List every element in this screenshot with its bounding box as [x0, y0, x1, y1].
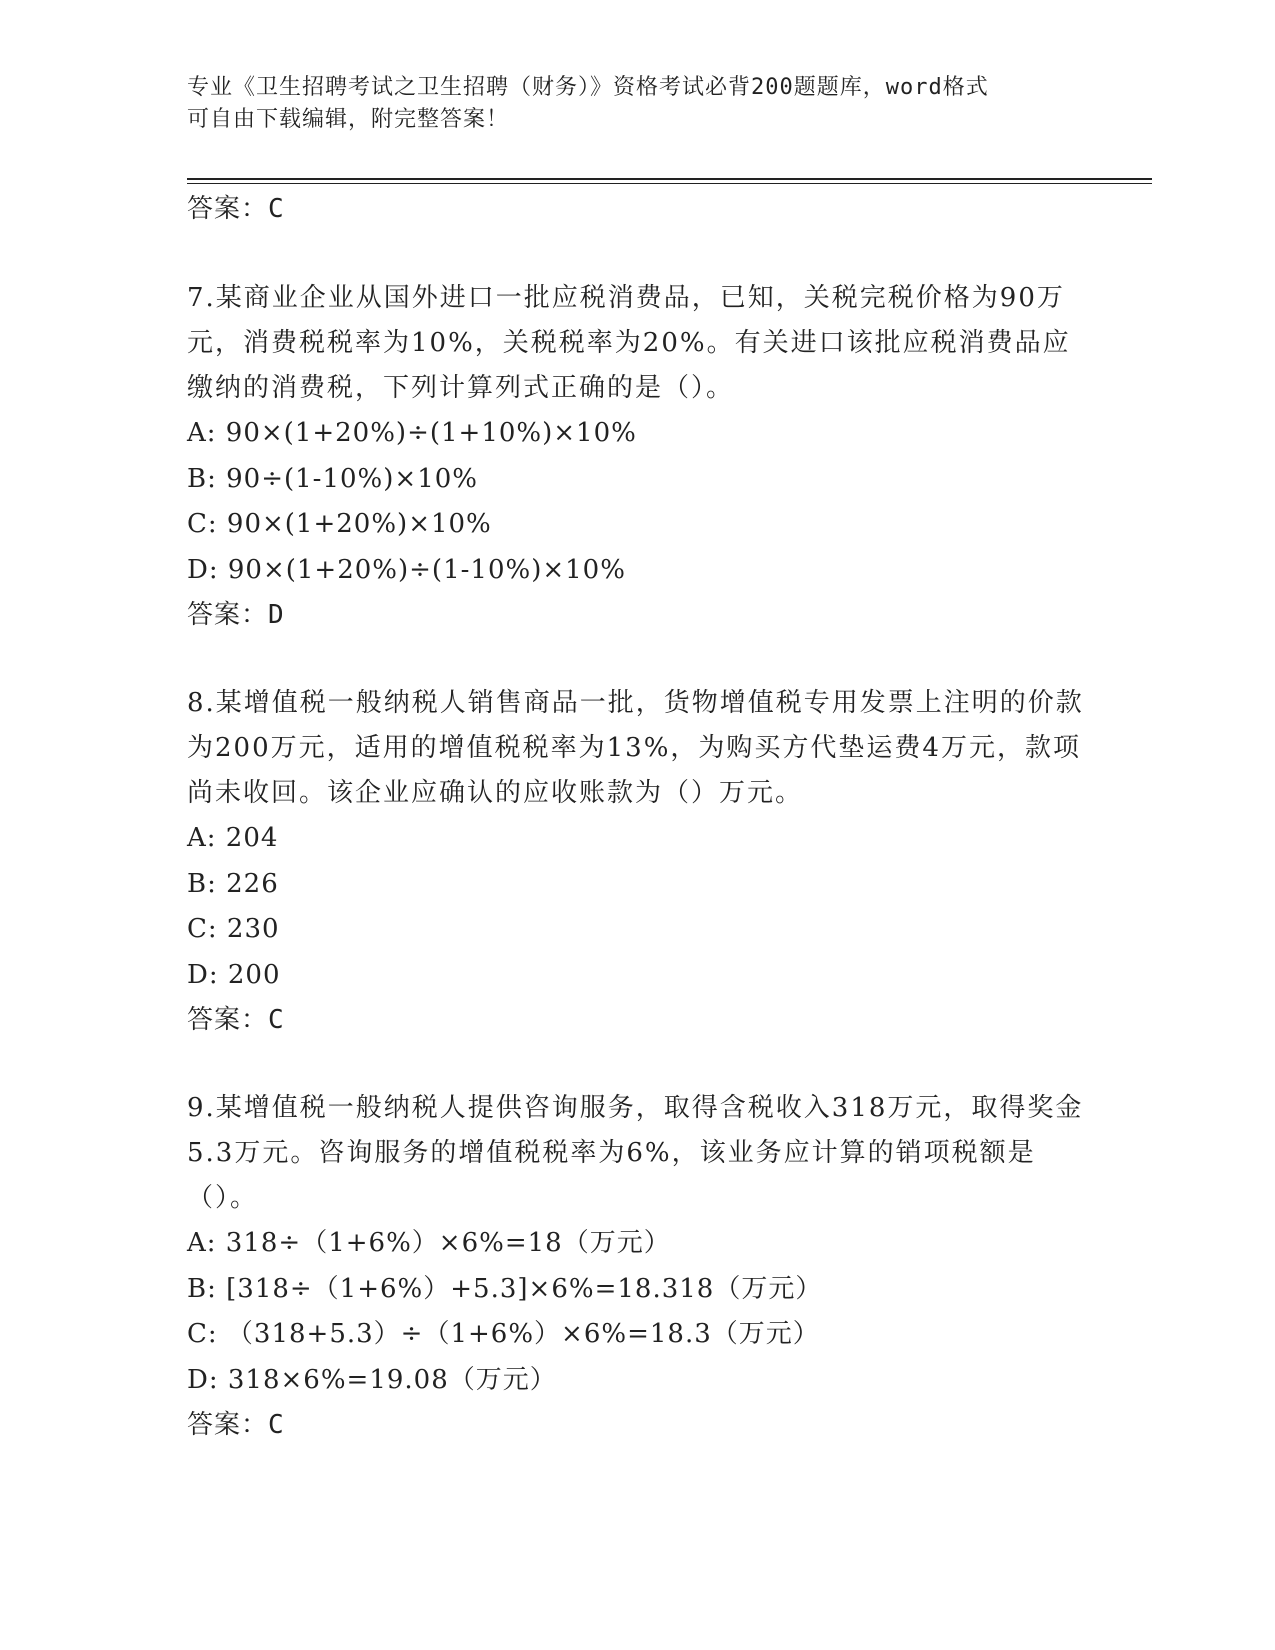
header-line-1: 专业《卫生招聘考试之卫生招聘（财务）》资格考试必背200题题库，word格式 — [187, 75, 989, 100]
option-b: B: 90÷(1-10%)×10% — [187, 463, 478, 494]
option-c: C: （318+5.3）÷（1+6%）×6%=18.3（万元） — [187, 1319, 820, 1349]
option-d: D: 90×(1+20%)÷(1-10%)×10% — [187, 554, 626, 585]
document-header — [187, 72, 1067, 136]
header-line-2: 可自由下载编辑，附完整答案！ — [187, 107, 510, 132]
question-stem: 8.某增值税一般纳税人销售商品一批，货物增值税专用发票上注明的价款为200万元，适用的增值税税率为13%，为购买方代垫运费4万元，款项尚未收回。该企业应确认的应收账款为（）万元。 — [187, 688, 1084, 808]
option-d: D: 318×6%=19.08（万元） — [187, 1364, 557, 1395]
option-c: C: 230 — [187, 914, 280, 944]
option-a: A: 204 — [187, 823, 279, 853]
header-divider-thin — [187, 183, 1152, 184]
option-c: C: 90×(1+20%)×10% — [187, 509, 492, 539]
question-stem: 9.某增值税一般纳税人提供咨询服务，取得含税收入318万元，取得奖金5.3万元。咨询服务的增值税税率为6%，该业务应计算的销项税额是（）。 — [187, 1093, 1084, 1213]
option-b: B: [318÷（1+6%）+5.3]×6%=18.318（万元） — [187, 1273, 823, 1304]
option-a: A: 90×(1+20%)÷(1+10%)×10% — [187, 418, 637, 448]
question-7-answer: 答案：D — [187, 600, 285, 630]
option-b: B: 226 — [187, 868, 279, 899]
question-9 — [187, 1086, 1087, 1403]
question-stem: 7.某商业企业从国外进口一批应税消费品，已知，关税完税价格为90万元，消费税税率为10%，关税税率为20%。有关进口该批应税消费品应缴纳的消费税，下列计算列式正确的是（）。 — [187, 283, 1071, 403]
option-d: D: 200 — [187, 959, 281, 990]
header-divider-thick — [187, 178, 1152, 180]
question-8-answer: 答案：C — [187, 1005, 285, 1035]
option-a: A: 318÷（1+6%）×6%=18（万元） — [187, 1228, 671, 1258]
question-7 — [187, 276, 1087, 593]
question-9-answer: 答案：C — [187, 1410, 285, 1440]
question-8 — [187, 681, 1087, 998]
previous-question-answer: 答案：C — [187, 194, 285, 224]
